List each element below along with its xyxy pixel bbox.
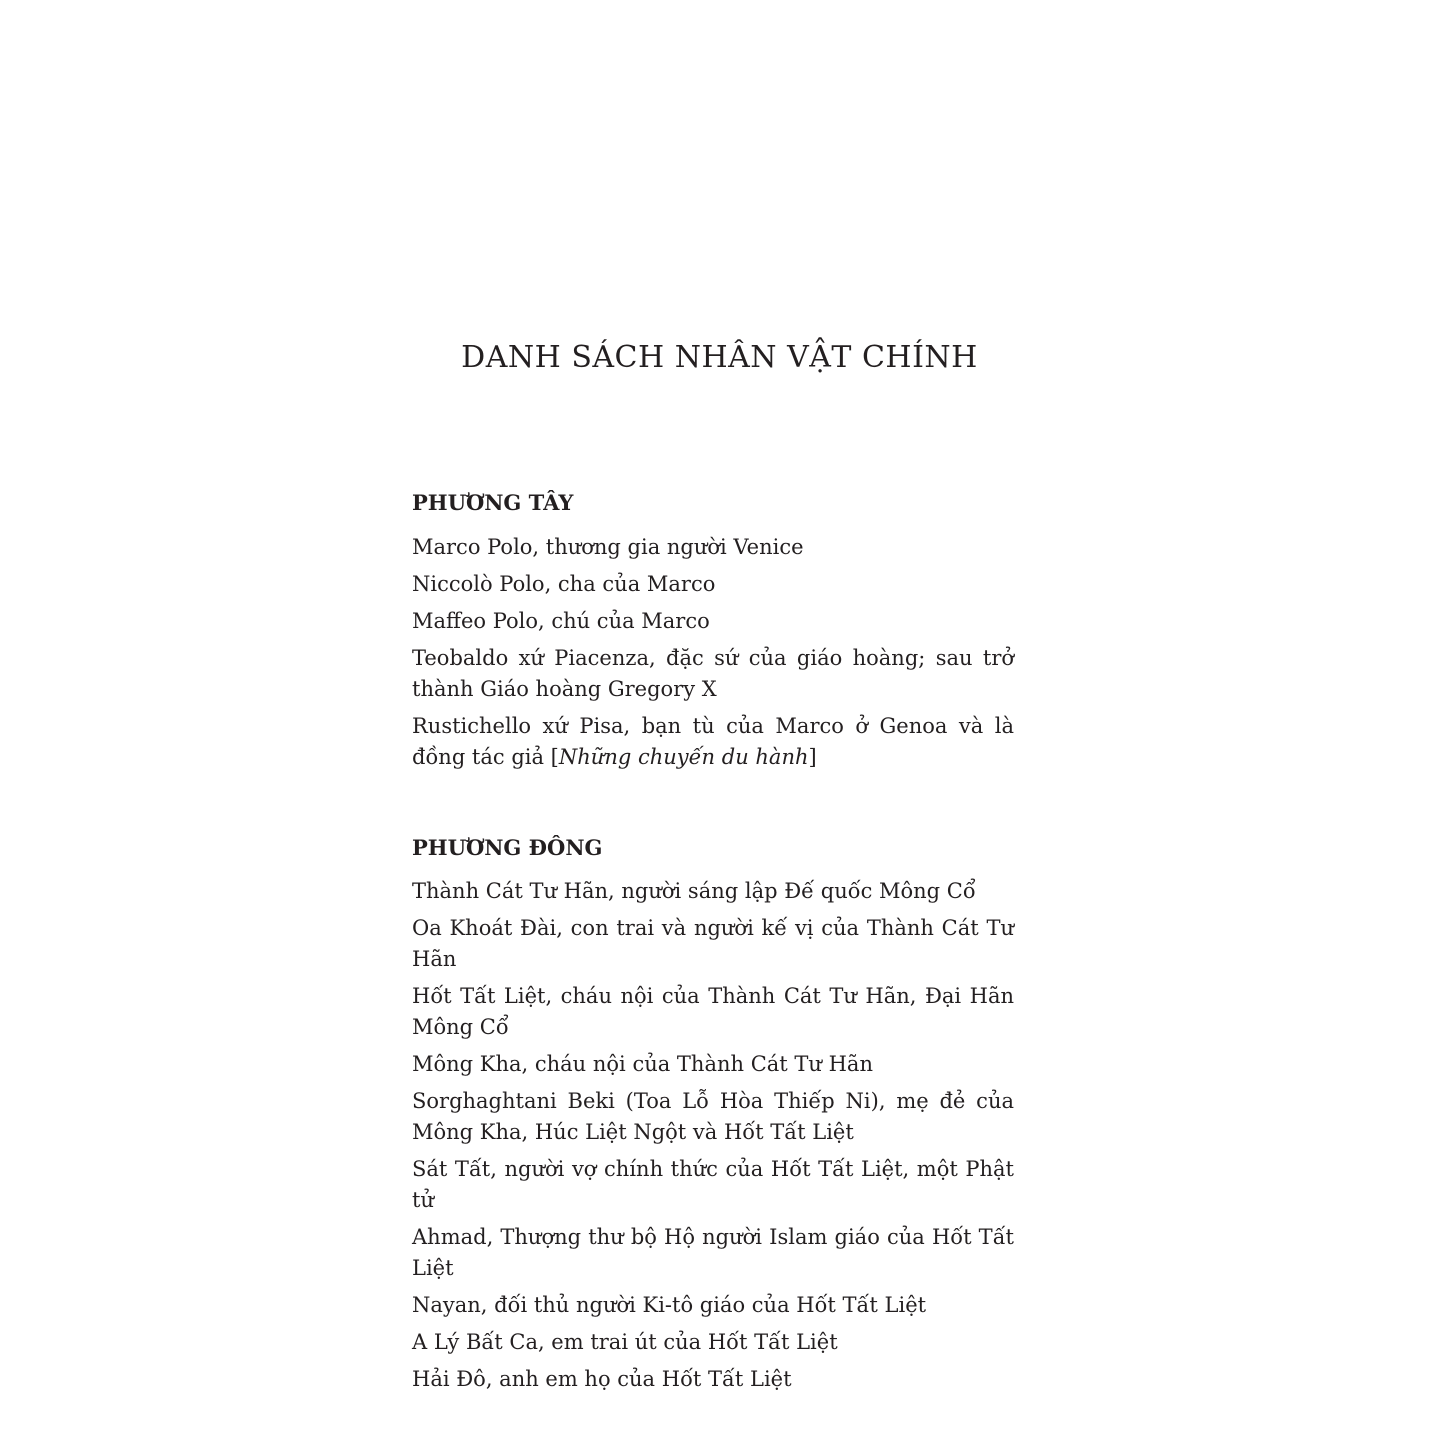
section-heading-west: PHƯƠNG TÂY [412, 490, 574, 515]
list-item: Niccolò Polo, cha của Marco [412, 572, 716, 596]
list-item: Thành Cát Tư Hãn, người sáng lập Đế quốc Mông Cổ [412, 879, 976, 903]
west-character-list [412, 532, 1014, 779]
page-title: DANH SÁCH NHÂN VẬT CHÍNH [461, 340, 978, 375]
list-item: Teobaldo xứ Piacenza, đặc sứ của giáo hoàng; sau trở thành Giáo hoàng Gregory X [412, 646, 1014, 701]
list-item: Ahmad, Thượng thư bộ Hộ người Islam giáo của Hốt Tất Liệt [412, 1225, 1014, 1280]
list-item: Marco Polo, thương gia người Venice [412, 535, 804, 559]
list-item: A Lý Bất Ca, em trai út của Hốt Tất Liệt [412, 1330, 838, 1354]
list-item: Mông Kha, cháu nội của Thành Cát Tư Hãn [412, 1052, 873, 1076]
list-item: Nayan, đối thủ người Ki-tô giáo của Hốt Tất Liệt [412, 1293, 927, 1317]
list-item: Hốt Tất Liệt, cháu nội của Thành Cát Tư Hãn, Đại Hãn Mông Cổ [412, 984, 1014, 1039]
list-item: Hải Đô, anh em họ của Hốt Tất Liệt [412, 1367, 792, 1391]
entry-text-end: ] [808, 745, 817, 769]
list-item: Sorghaghtani Beki (Toa Lỗ Hòa Thiếp Ni), mẹ đẻ của Mông Kha, Húc Liệt Ngột và Hốt Tất Liệt [412, 1089, 1014, 1144]
list-item: Sát Tất, người vợ chính thức của Hốt Tất Liệt, một Phật tử [412, 1157, 1014, 1212]
east-character-list [412, 876, 1014, 1401]
entry-text: Rustichello xứ Pisa, bạn tù của Marco ở Genoa và là đồng tác giả [ [412, 714, 1014, 769]
section-heading-east: PHƯƠNG ĐÔNG [412, 835, 603, 860]
list-item: Maffeo Polo, chú của Marco [412, 609, 710, 633]
list-item: Oa Khoát Đài, con trai và người kế vị của Thành Cát Tư Hãn [412, 916, 1014, 971]
book-title: Những chuyến du hành [558, 745, 809, 769]
list-item [412, 711, 1014, 773]
